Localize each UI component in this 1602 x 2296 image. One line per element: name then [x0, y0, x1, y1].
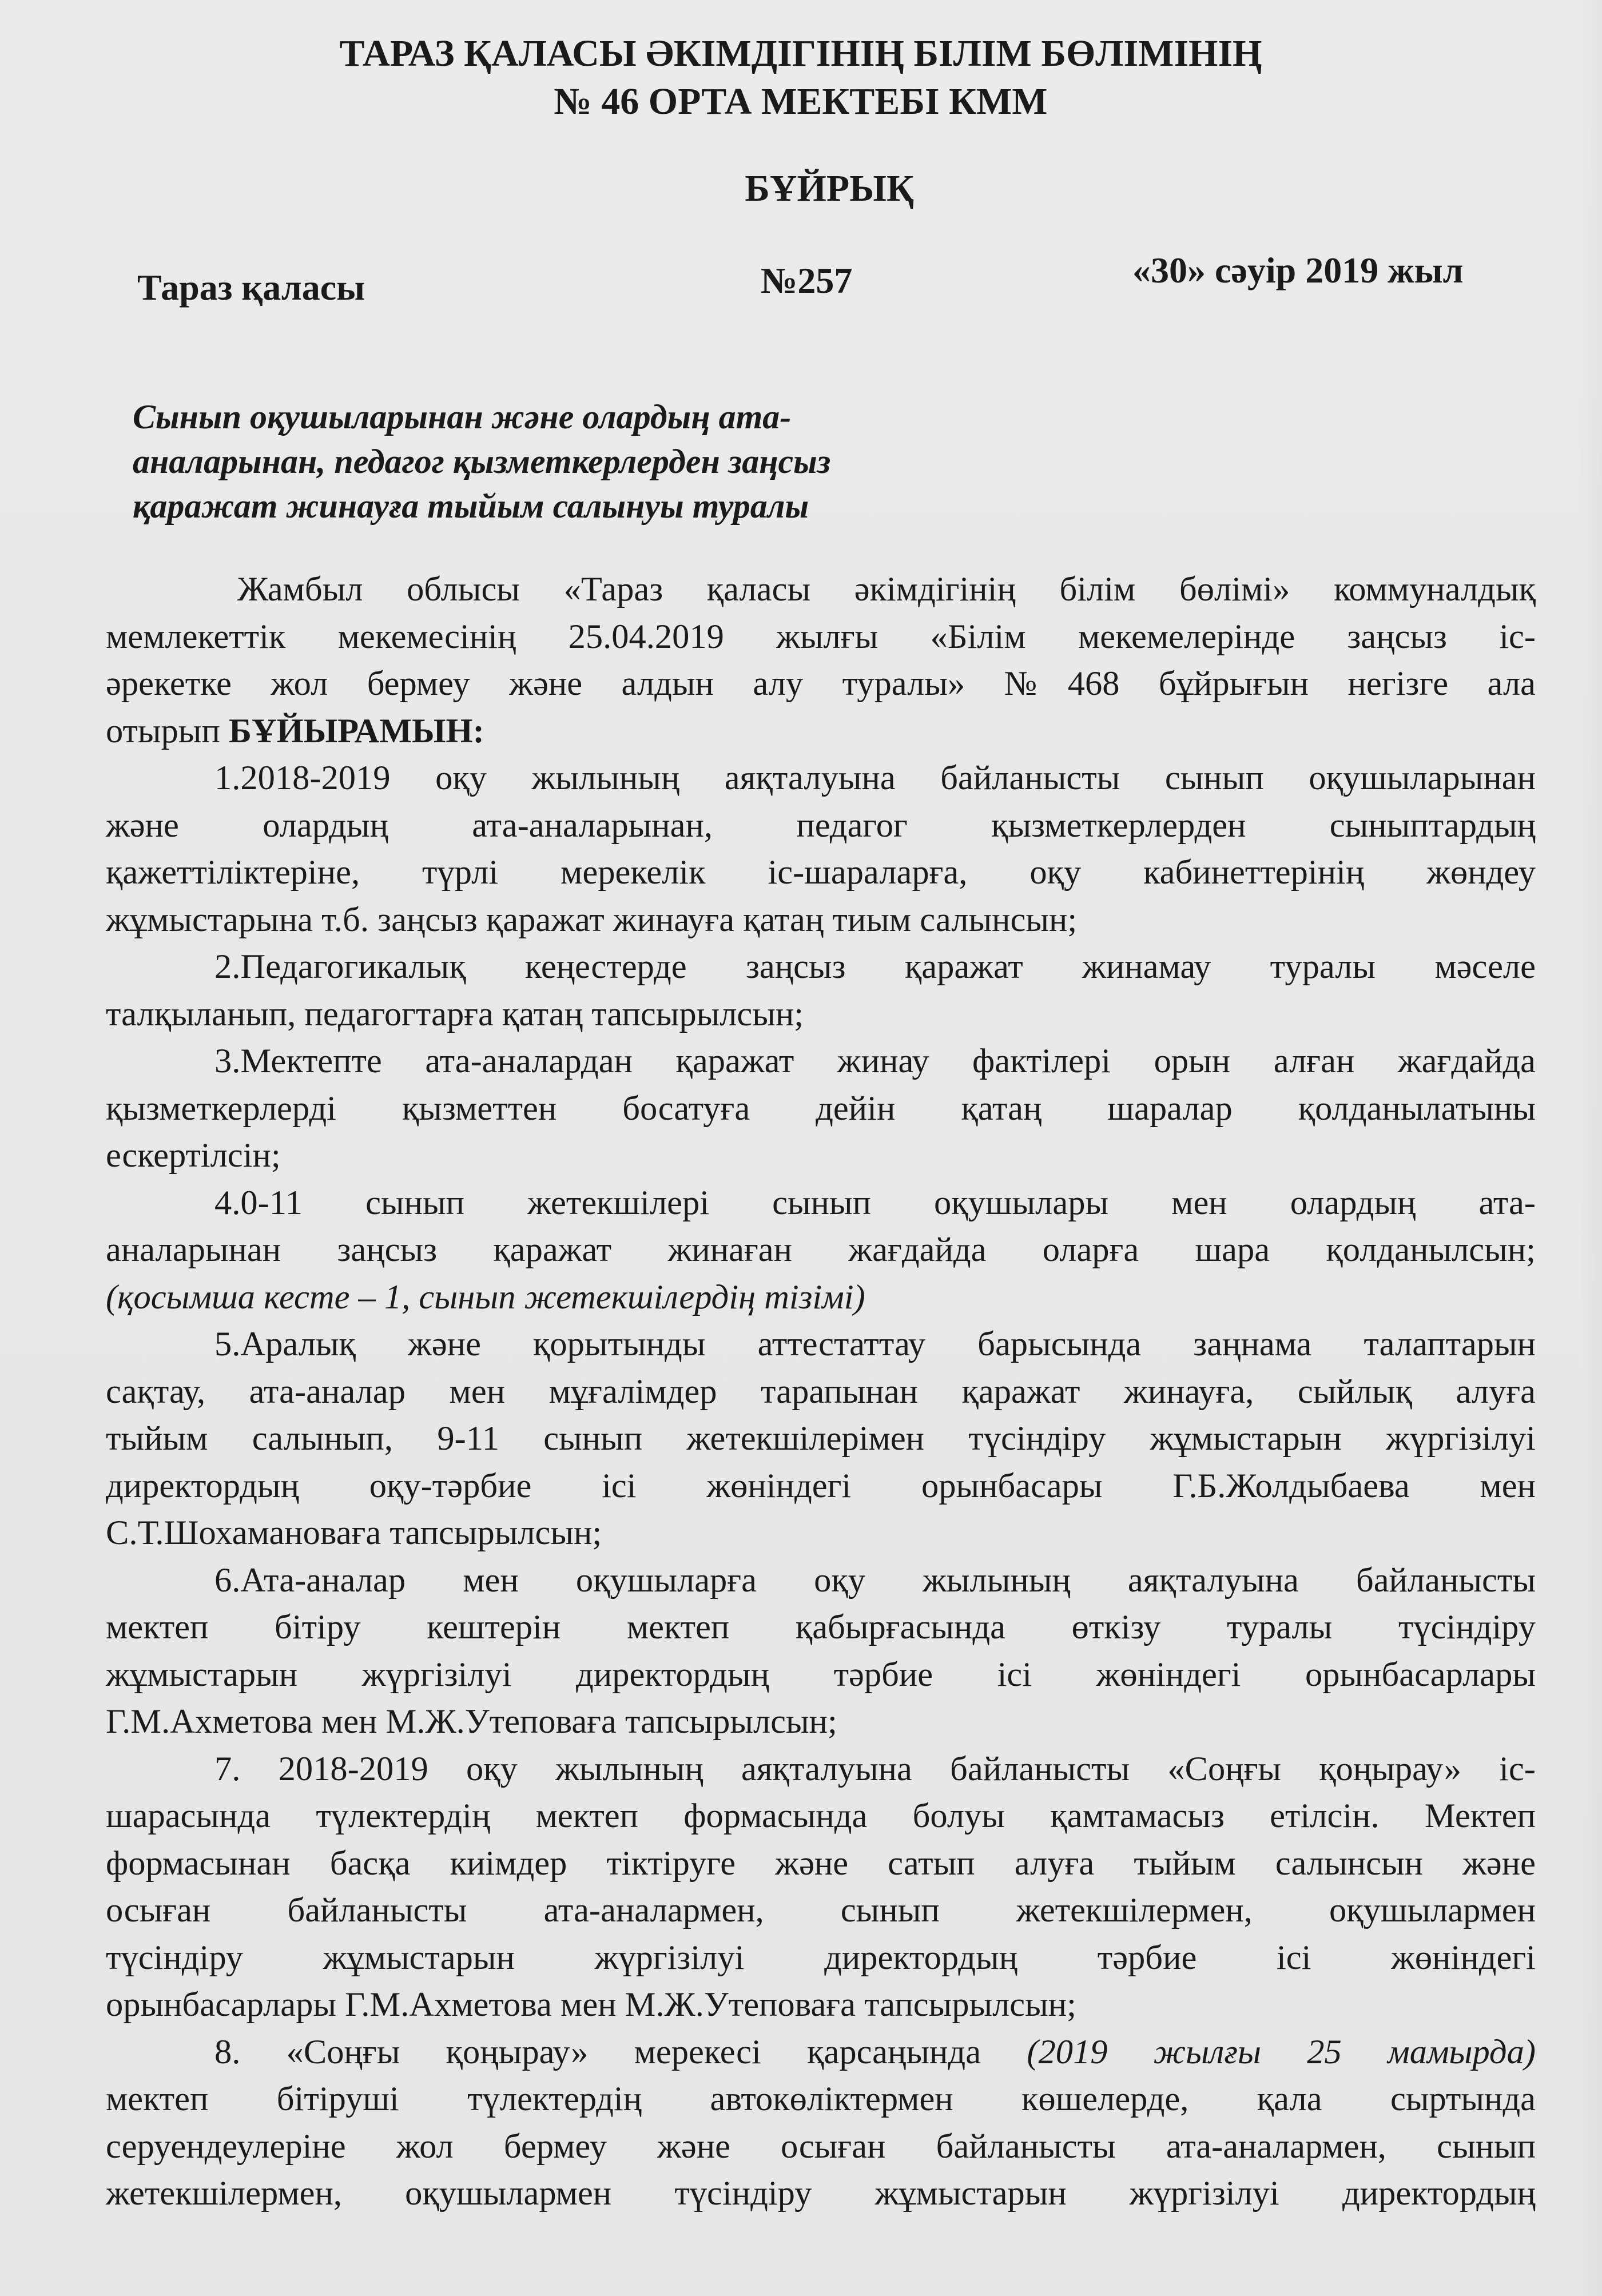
item-line: 6.Ата-аналар мен оқушыларға оқу жылының аяқталуына байланысты	[214, 1561, 1536, 1599]
order-item-7	[106, 1746, 1536, 2029]
document-header	[286, 30, 1315, 126]
item-line: формасынан басқа киімдер тіктіруге және сатып алуға тыйым салынсын және	[106, 1844, 1536, 1883]
header-line-1: ТАРАЗ ҚАЛАСЫ ӘКІМДІГІНІҢ БІЛІМ БӨЛІМІНІҢ	[339, 33, 1262, 74]
order-meta	[137, 250, 1510, 308]
item-note: (қосымша кесте – 1, сынып жетекшілердің тізімі)	[106, 1278, 865, 1316]
item-line: 2.Педагогикалық кеңестерде заңсыз қаражат жинамау туралы мәселе	[214, 948, 1536, 986]
order-title: БҰЙРЫҚ	[745, 168, 914, 209]
order-item-6	[106, 1557, 1536, 1746]
item-line: директордың оқу-тәрбие ісі жөніндегі орынбасары Г.Б.Жолдыбаева мен	[106, 1466, 1536, 1505]
item-line: жұмыстарына т.б. заңсыз қаражат жинауға қатаң тиым салынсын;	[106, 900, 1078, 939]
order-item-5	[106, 1321, 1536, 1557]
item-line: мектеп бітіруші түлектердің автокөліктермен көшелерде, қала сыртында	[106, 2080, 1536, 2118]
intro-line: әрекетке жол бермеу және алдын алу туралы» №468 бұйрығын негізге ала	[106, 664, 1536, 703]
intro-prefix: отырып	[106, 711, 229, 750]
item-line: серуендеулеріне жол бермеу және осыған байланысты ата-аналармен, сынып	[106, 2127, 1536, 2166]
item-line: тыйым салынып, 9-11 сынып жетекшілерімен түсіндіру жұмыстарын жүргізілуі	[106, 1419, 1536, 1458]
item-line: шарасында түлектердің мектеп формасында болуы қамтамасыз етілсін. Мектеп	[106, 1797, 1536, 1835]
order-subject	[133, 395, 979, 528]
item-line	[106, 2029, 1536, 2076]
item-line: орынбасарлары Г.М.Ахметова мен М.Ж.Утеповаға тапсырылсын;	[106, 1985, 1076, 2024]
item-line: талқыланып, педагогтарға қатаң тапсырылсын;	[106, 994, 804, 1033]
item-line: мектеп бітіру кештерін мектеп қабырғасында өткізу туралы түсіндіру	[106, 1608, 1536, 1646]
item-line: 7. 2018-2019 оқу жылының аяқталуына байланысты «Соңғы қоңырау» іс-	[214, 1749, 1536, 1788]
header-line-2: № 46 ОРТА МЕКТЕБІ КММ	[554, 81, 1048, 122]
item-line: және олардың ата-аналарынан, педагог қызметкерлерден сыныптардың	[106, 806, 1536, 845]
intro-line: Жамбыл облысы «Тараз қаласы әкімдігінің білім бөлімі» коммуналдық	[237, 570, 1536, 608]
order-item-3	[106, 1038, 1536, 1180]
item-line: қажеттіліктеріне, түрлі мерекелік іс-шараларға, оқу кабинеттерінің жөндеу	[106, 853, 1536, 892]
item-line: осыған байланысты ата-аналармен, сынып жетекшілермен, оқушылармен	[106, 1891, 1536, 1929]
item-line: қызметкерлерді қызметтен босатуға дейін қатаң шаралар қолданылатыны	[106, 1089, 1536, 1128]
subject-line-1: Сынып оқушыларынан және олардың ата-	[133, 398, 792, 436]
item-line: жетекшілермен, оқушылармен түсіндіру жұмыстарын жүргізілуі директордың	[106, 2174, 1536, 2213]
item-line: 1.2018-2019 оқу жылының аяқталуына байланысты сынып оқушыларынан	[214, 759, 1536, 797]
order-item-8	[106, 2029, 1536, 2218]
item-line: 4.0-11 сынып жетекшілері сынып оқушылары мен олардың ата-	[214, 1183, 1536, 1222]
item-line: жұмыстарын жүргізілуі директордың тәрбие ісі жөніндегі орынбасарлары	[106, 1655, 1536, 1694]
item-line: 5.Аралық және қорытынды аттестаттау барысында заңнама талаптарын	[214, 1325, 1536, 1363]
intro-paragraph	[106, 566, 1536, 755]
subject-line-2: аналарынан, педагог қызметкерлерден заңсыз	[133, 443, 831, 480]
intro-line: мемлекеттік мекемесінің 25.04.2019 жылғы «Білім мекемелерінде заңсыз іс-	[106, 617, 1536, 656]
order-date: «30» сәуір 2019 жыл	[1132, 250, 1464, 291]
item-line: Г.М.Ахметова мен М.Ж.Утеповаға тапсырылсын;	[106, 1702, 837, 1741]
order-item-4	[106, 1180, 1536, 1322]
item-line: түсіндіру жұмыстарын жүргізілуі директордың тәрбие ісі жөніндегі	[106, 1938, 1536, 1977]
paper-edge-shadow	[1579, 0, 1602, 2296]
subject-line-3: қаражат жинауға тыйым салынуы туралы	[133, 487, 809, 525]
item-8-prefix: 8. «Соңғы қоңырау» мерекесі қарсаңында	[214, 2032, 1027, 2071]
order-body	[106, 566, 1536, 2218]
item-line: аналарынан заңсыз қаражат жинаған жағдайда оларға шара қолданылсын;	[106, 1231, 1536, 1269]
order-number: №257	[761, 260, 853, 301]
intro-line	[106, 708, 1536, 755]
item-8-date-note: (2019 жылғы 25 мамырда)	[1027, 2032, 1536, 2071]
order-item-1	[106, 755, 1536, 944]
item-line: ескертілсін;	[106, 1136, 281, 1175]
item-line: С.Т.Шохамановаға тапсырылсын;	[106, 1514, 602, 1552]
order-city: Тараз қаласы	[137, 267, 365, 308]
item-line: 3.Мектепте ата-аналардан қаражат жинау фактілері орын алған жағдайда	[214, 1042, 1536, 1080]
order-item-2	[106, 944, 1536, 1038]
item-line: сақтау, ата-аналар мен мұғалімдер тарапынан қаражат жинауға, сыйлық алуға	[106, 1372, 1536, 1411]
order-directive: БҰЙЫРАМЫН:	[228, 711, 484, 750]
